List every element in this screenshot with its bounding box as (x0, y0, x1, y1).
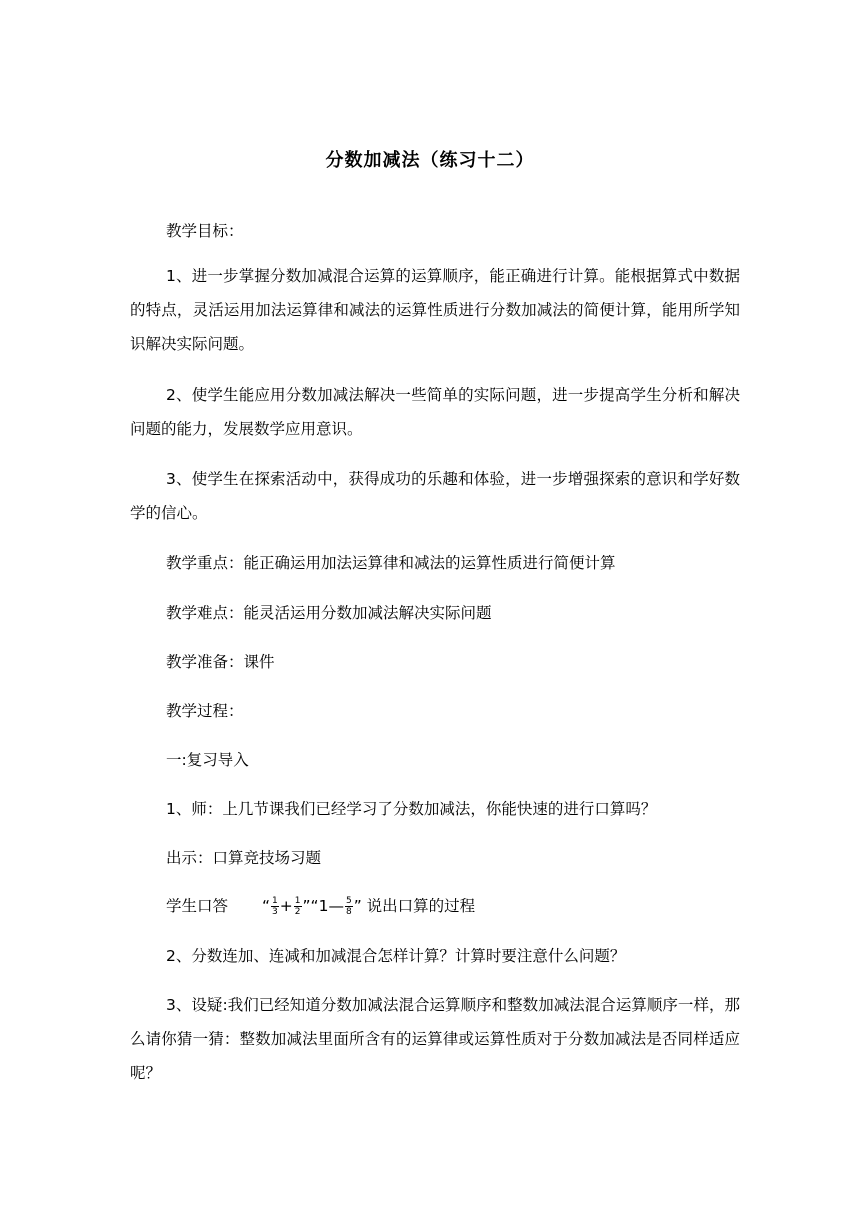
fraction-one-half: $\frac{1}{2}$ (294, 896, 301, 917)
key-point: 教学重点：能正确运用加法运算律和减法的运算性质进行简便计算 (166, 554, 616, 572)
objective-3: 3、使学生在探索活动中，获得成功的乐趣和体验，进一步增强探索的意识和学好数学的信心。 (130, 470, 740, 522)
fraction-one-third: $\frac{1}{3}$ (272, 896, 278, 917)
objective-2: 2、使学生能应用分数加减法解决一些简单的实际问题，进一步提高学生分析和解决问题的能力，发展数学应用意识。 (130, 386, 740, 438)
oral-answer-line (166, 889, 740, 923)
oral-q2-open: “1— (310, 897, 344, 915)
oral-q1-close: ” (302, 897, 311, 915)
oral-q1-open: “ (262, 897, 271, 915)
oral-label: 学生口答 (166, 897, 229, 915)
show-exercise: 出示：口算竞技场习题 (166, 849, 322, 867)
difficulty: 教学难点：能灵活运用分数加减法解决实际问题 (166, 604, 492, 622)
fraction-five-eighths: $\frac{5}{8}$ (345, 896, 352, 917)
document-title: 分数加减法（练习十二） (325, 150, 535, 171)
objective-1: 1、进一步掌握分数加减混合运算的运算顺序，能正确进行计算。能根据算式中数据的特点，灵活运用加法运算律和减法的运算性质进行分数加减法的简便计算，能用所学知识解决实际问题。 (130, 267, 740, 353)
section-1-heading: 一:复习导入 (166, 751, 249, 769)
step-2: 2、分数连加、连减和加减混合怎样计算？计算时要注意什么问题？ (166, 947, 626, 965)
oral-tail: 说出口算的过程 (366, 897, 476, 915)
process-heading: 教学过程： (166, 702, 244, 720)
objectives-heading: 教学目标： (166, 222, 244, 240)
step-1: 1、师：上几节课我们已经学习了分数加减法，你能快速的进行口算吗？ (166, 800, 657, 818)
preparation: 教学准备：课件 (166, 653, 275, 671)
step-3: 3、设疑:我们已经知道分数加减法混合运算顺序和整数加减法混合运算顺序一样，那么请你猜一猜：整数加减法里面所含有的运算律或运算性质对于分数加减法是否同样适应呢？ (130, 996, 740, 1082)
oral-q2-close: ” (353, 897, 362, 915)
plus-sign: + (279, 897, 293, 915)
